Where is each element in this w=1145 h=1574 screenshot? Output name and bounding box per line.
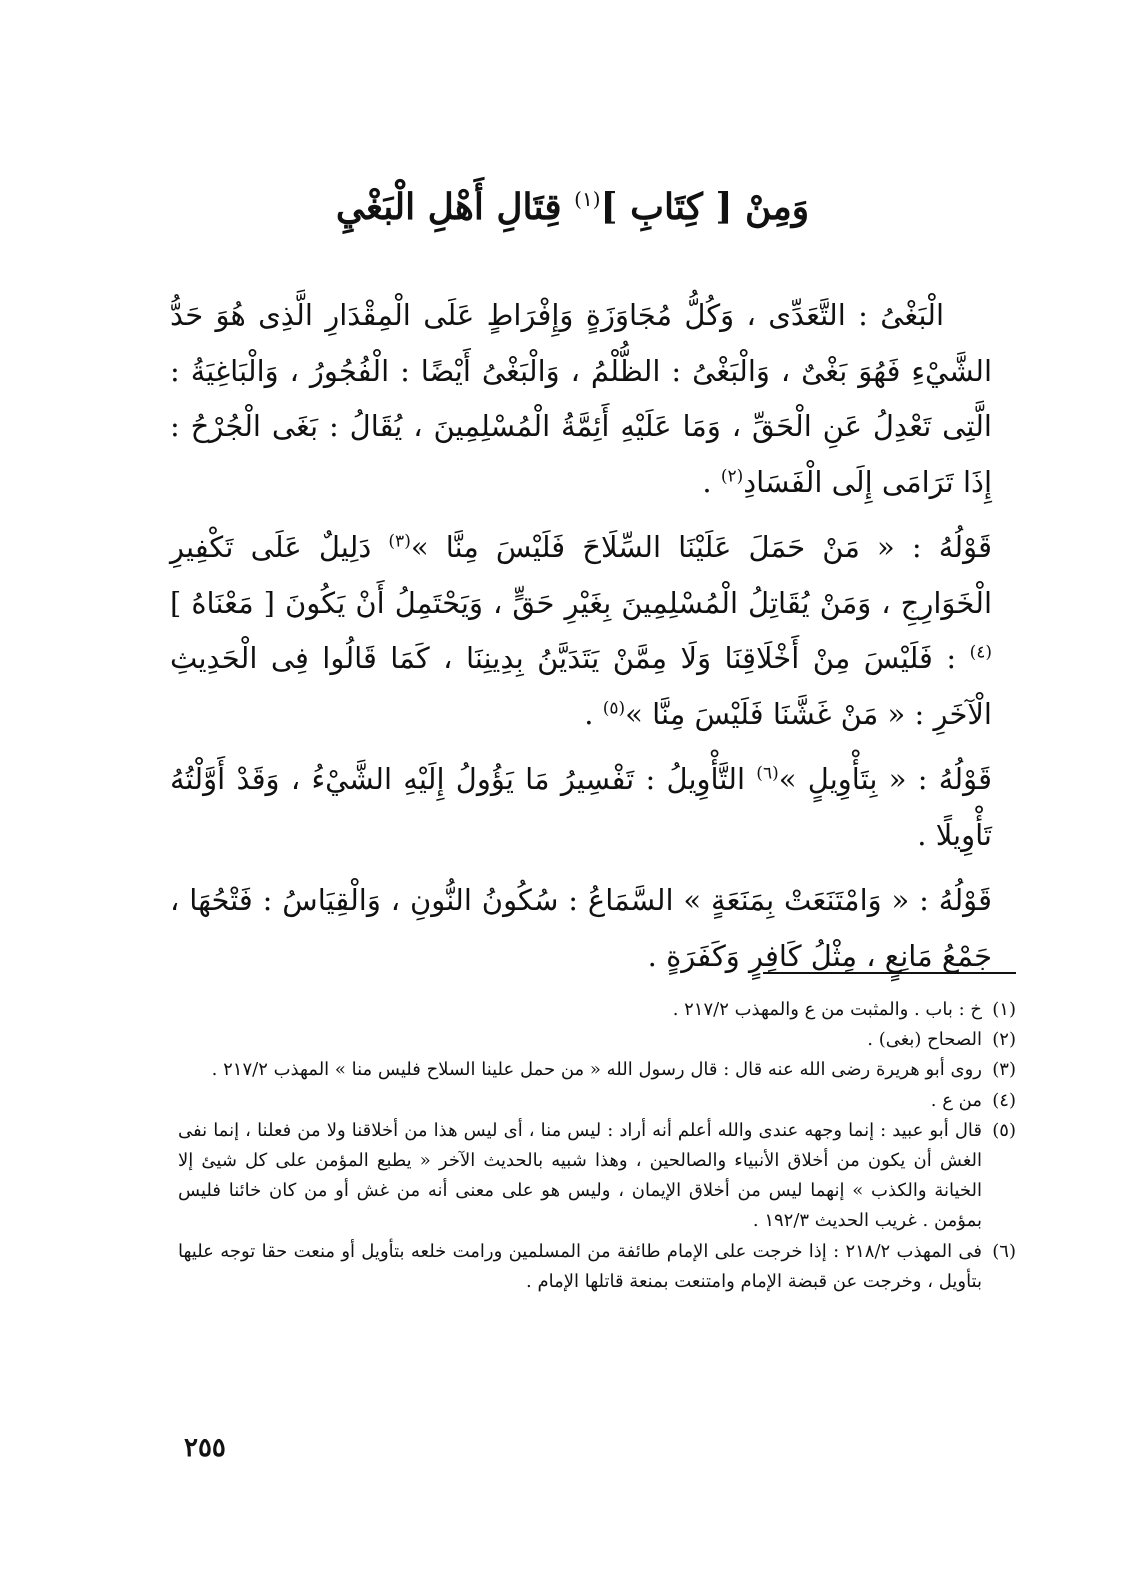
paragraph-1 (170, 288, 992, 510)
text-run: : فَلَيْسَ مِنْ أَخْلَاقِنَا وَلَا مِمَّنْ يَتَدَيَّنُ بِدِينِنَا ، كَمَا قَالُوا فِى الْحَدِيثِ الْآخَرِ : « مَنْ غَشَّنَا فَلَيْسَ مِنَّا » (170, 641, 992, 731)
footnote-number: (٥) (992, 1119, 1016, 1141)
footnote-5 (178, 1116, 1016, 1237)
footnote-number: (٦) (992, 1240, 1016, 1262)
footnote-number: (٤) (992, 1089, 1016, 1111)
text-run: قَوْلُهُ : « وَامْتَنَعَتْ بِمَنَعَةٍ » السَّمَاعُ : سُكُونُ النُّونِ ، وَالْقِيَاسُ : فَتْحُهَا ، جَمْعُ مَانِعٍ ، مِثْلُ كَافِرٍ وَكَفَرَةٍ . (170, 883, 992, 973)
text-run: . (584, 696, 603, 731)
footnote-1 (178, 995, 1016, 1025)
footnote-marker: (٥) (602, 697, 626, 718)
footnotes (178, 995, 1016, 1297)
paragraph-2 (170, 520, 992, 742)
main-text (170, 288, 992, 994)
paragraph-4 (170, 873, 992, 984)
footnote-text: الصحاح (بغى) . (867, 1029, 982, 1051)
paragraph-3 (170, 752, 992, 863)
text-run: قَوْلُهُ : « بِتَأْوِيلٍ » (778, 762, 992, 796)
footnote-text: خ : باب . والمثبت من ع والمهذب ٢١٧/٢ . (672, 999, 982, 1020)
page-number: ٢٥٥ (184, 1433, 226, 1463)
footnote-text: من ع . (930, 1089, 982, 1111)
footnote-marker: (٦) (756, 763, 779, 784)
footnote-marker: (٢) (720, 465, 744, 486)
chapter-title-text: وَمِنْ [ كِتَابِ ] (600, 186, 810, 228)
footnote-text: قال أبو عبيد : إنما وجهه عندى والله أعلم أنه أراد : ليس منا ، أى ليس هذا من أخلاقنا ولا من فعلنا ، إنما نفى الغش أن يكون من أخلاق الأنبياء والصالحين ، وهذا شبيه بالحديث الآخر « يطبع المؤمن على كل شيئ إلا الخيانة والكذب » إنهما ليس من أخلاق الإيمان ، وليس هو على معنى أنه من غش أو من كان خائنا فليس بمؤمن . غريب الحديث ١٩٢/٣ . (178, 1119, 982, 1232)
footnote-text: فى المهذب ٢١٨/٢ : إذا خرجت على الإمام طائفة من المسلمين ورامت خلعه بتأويل أو منعت حقا توجه عليها بتأويل ، وخرجت عن قبضة الإمام وامتنعت بمنعة قاتلها الإمام . (178, 1240, 982, 1292)
text-run: . (702, 464, 721, 499)
chapter-title (0, 186, 1145, 229)
footnote-number: (٣) (992, 1059, 1016, 1081)
footnote-marker: (٤) (969, 642, 992, 663)
text-run: الْبَغْىُ : التَّعَدِّى ، وَكُلُّ مُجَاوَزَةٍ وَإِفْرَاطٍ عَلَى الْمِقْدَارِ الَّذِى هُوَ حَدُّ الشَّيْءِ فَهُوَ بَغْىٌ ، وَالْبَغْىُ : الظُّلْمُ ، وَالْبَغْىُ أَيْضًا : الْفُجُورُ ، وَالْبَاغِيَةُ : الَّتِى تَعْدِلُ عَنِ الْحَقِّ ، وَمَا عَلَيْهِ أَئِمَّةُ الْمُسْلِمِينَ ، يُقَالُ : بَغَى الْجُرْحُ : إِذَا تَرَامَى إِلَى الْفَسَادِ (170, 298, 992, 499)
footnote-4 (178, 1086, 1016, 1116)
text-run: التَّأْوِيلُ : تَفْسِيرُ مَا يَؤُولُ إِلَيْهِ الشَّيْءُ ، وَقَدْ أَوَّلْتُهُ تَأْوِيلًا . (170, 762, 992, 852)
footnote-number: (١) (992, 999, 1016, 1020)
text-run: دَلِيلٌ عَلَى تَكْفِيرِ الْخَوَارِجِ ، وَمَنْ يُقَاتِلُ الْمُسْلِمِينَ بِغَيْرِ حَقٍّ ، وَيَحْتَمِلُ أَنْ يَكُونَ [ مَعْنَاهُ ] (170, 530, 992, 620)
footnote-marker: (٣) (388, 531, 411, 552)
title-footnote-marker: (١) (574, 187, 601, 211)
footnote-6 (178, 1237, 1016, 1297)
chapter-title-text-2: قِتَالِ أَهْلِ الْبَغْيِ (335, 186, 575, 228)
footnote-number: (٢) (992, 1029, 1016, 1051)
footnote-3 (178, 1055, 1016, 1085)
text-run: قَوْلُهُ : « مَنْ حَمَلَ عَلَيْنَا السِّلَاحَ فَلَيْسَ مِنَّا » (410, 530, 992, 564)
footnote-2 (178, 1025, 1016, 1055)
footnote-separator (763, 972, 1016, 974)
footnote-text: روى أبو هريرة رضى الله عنه قال : قال رسول الله « من حمل علينا السلاح فليس منا » المهذب ٢١٧/٢ . (211, 1059, 982, 1081)
